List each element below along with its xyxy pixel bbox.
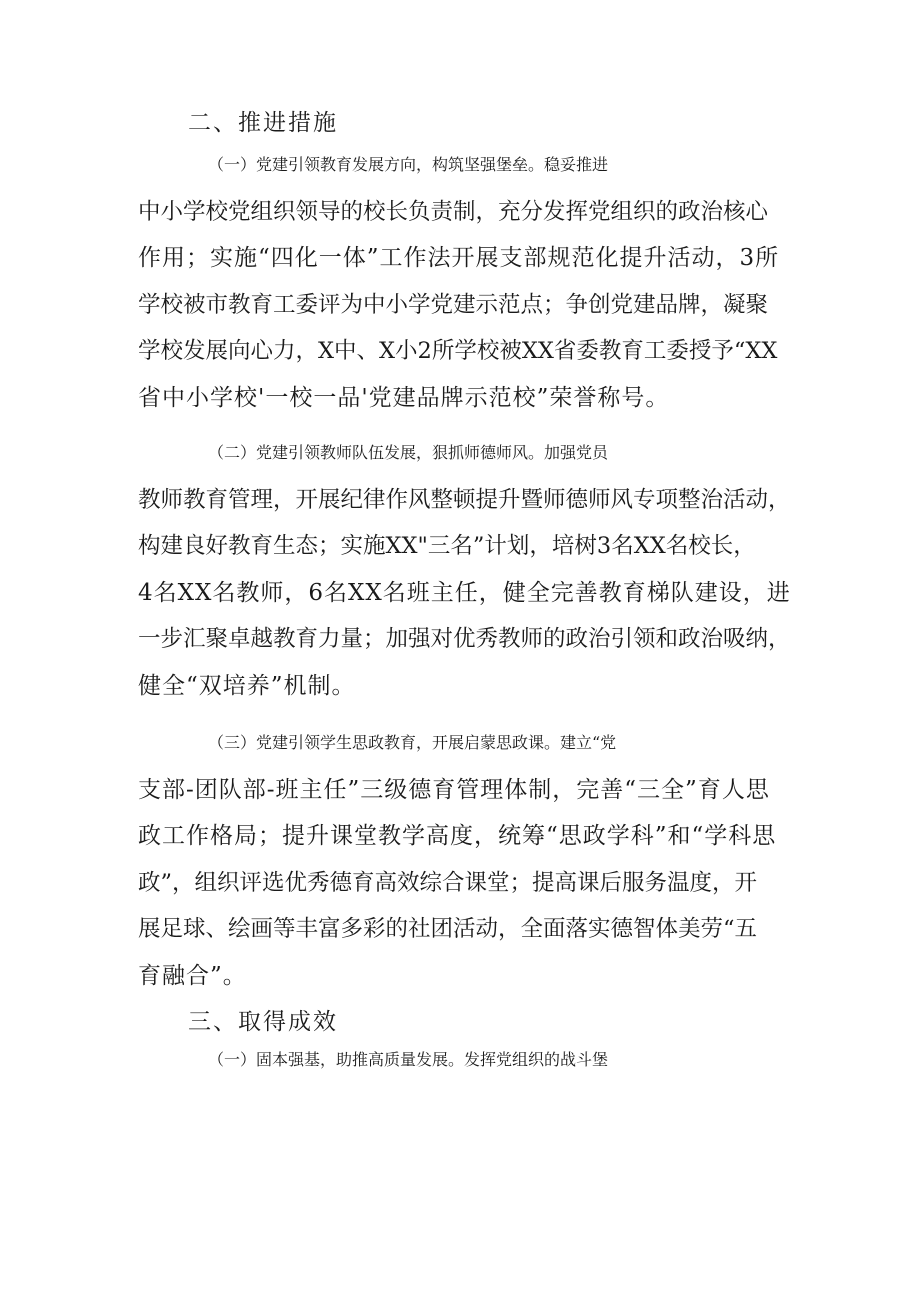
paragraph-line: 作用；实施“四化一体”工作法开展支部规范化提升活动，3所 [138,245,780,272]
paragraph-line: （一）党建引领教育发展方向，构筑坚强堡垒。稳妥推进 [208,155,609,174]
paragraph-line: 教师教育管理，开展纪律作风整顿提升暨师德师风专项整治活动， [138,486,791,513]
paragraph-party-building-direction [138,142,790,422]
paragraph-student-education [138,720,790,1000]
paragraph-line: 一步汇聚卓越教育力量；加强对优秀教师的政治引领和政治吸纳， [138,626,791,653]
paragraph-line: 学校被市教育工委评为中小学党建示范点；争创党建品牌，凝聚 [138,291,769,318]
paragraph-line: 政”，组织评选优秀德育高效综合课堂；提高课后服务温度，开 [138,869,758,896]
paragraph-line: 中小学校党组织领导的校长负责制，充分发挥党组织的政治核心 [138,198,769,225]
paragraph-line: 健全“双培养”机制。 [138,672,356,699]
paragraph-line: 省中小学校'一校一品'党建品牌示范校”荣誉称号。 [138,384,670,411]
section-heading-measures: 二、推进措施 [188,110,338,136]
section-heading-results: 三、取得成效 [188,1009,338,1035]
paragraph-line: （三）党建引领学生思政教育，开展启蒙思政课。建立“党 [208,733,617,752]
paragraph-line: 4名XX名教师，6名XX名班主任，健全完善教育梯队建设，进 [138,579,791,606]
paragraph-line: 育融合”。 [138,962,247,989]
paragraph-results-first [138,1037,790,1084]
paragraph-teacher-team [138,430,790,710]
paragraph-line: （一）固本强基，助推高质量发展。发挥党组织的战斗堡 [208,1050,609,1069]
paragraph-line: 政工作格局；提升课堂教学高度，统筹“思政学科”和“学科思 [138,823,777,850]
paragraph-line: 学校发展向心力，X中、X小2所学校被XX省委教育工委授予“XX [138,338,778,365]
paragraph-line: 构建良好教育生态；实施XX"三名”计划，培树3名XX名校长， [138,533,756,560]
paragraph-line: 支部-团队部-班主任”三级德育管理体制，完善“三全”育人思 [138,776,770,803]
paragraph-line: （二）党建引领教师队伍发展，狠抓师德师风。加强党员 [208,443,609,462]
paragraph-line: 展足球、绘画等丰富多彩的社团活动，全面落实德智体美劳“五 [138,916,758,943]
